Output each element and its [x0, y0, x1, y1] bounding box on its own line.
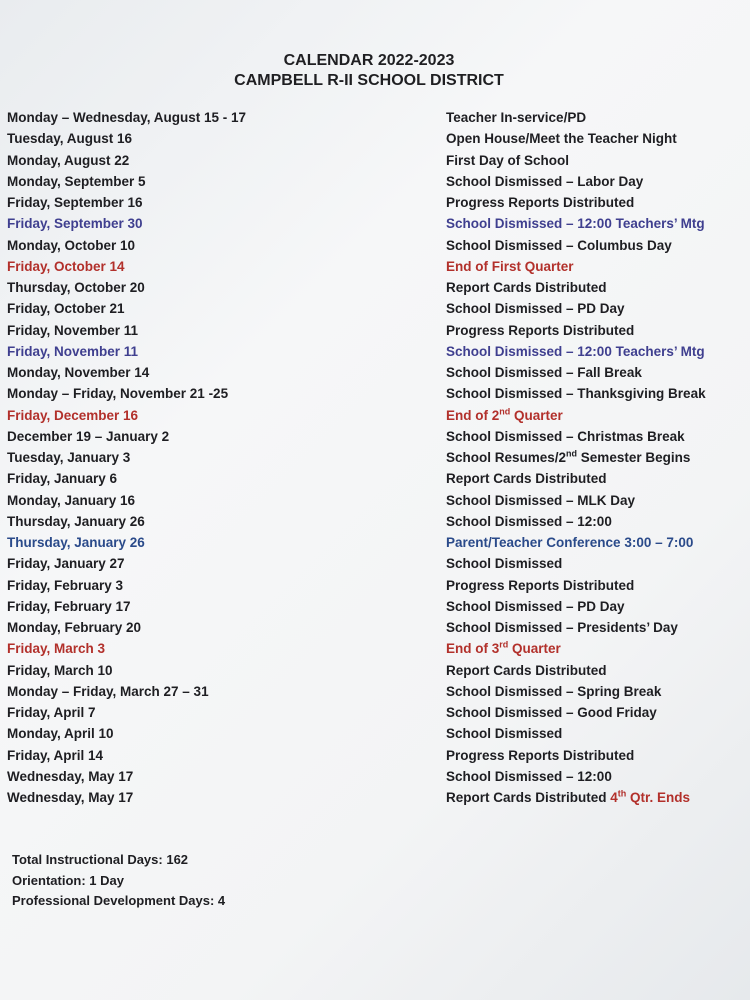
calendar-event: End of First Quarter [446, 258, 574, 274]
calendar-event: Report Cards Distributed [446, 471, 607, 487]
calendar-date: Thursday, January 26 [7, 535, 145, 550]
calendar-row [0, 471, 750, 492]
calendar-row [0, 259, 750, 280]
calendar-row [0, 599, 750, 620]
calendar-event: End of 2nd Quarter [446, 406, 563, 423]
calendar-row [0, 514, 750, 535]
calendar-event: School Dismissed – Labor Day [446, 173, 644, 189]
calendar-date: Monday – Wednesday, August 15 - 17 [7, 110, 247, 125]
calendar-row [0, 174, 750, 195]
calendar-date: Wednesday, May 17 [7, 768, 134, 784]
calendar-row [0, 578, 750, 599]
calendar-event: Report Cards Distributed [446, 662, 607, 678]
calendar-date: Friday, January 6 [7, 471, 118, 487]
calendar-date: Friday, March 3 [7, 641, 106, 657]
calendar-row [0, 769, 750, 790]
calendar-event: School Dismissed – Good Friday [446, 705, 657, 720]
calendar-date: Friday, April 7 [7, 705, 96, 720]
calendar-date: Monday, January 16 [7, 492, 136, 508]
calendar-event: Progress Reports Distributed [446, 195, 635, 210]
quarter-end-note: 4th Qtr. Ends [606, 788, 691, 805]
calendar-event: School Dismissed – PD Day [446, 598, 625, 614]
calendar-event: First Day of School [446, 152, 570, 168]
calendar-date: Monday, September 5 [7, 173, 146, 189]
calendar-date: Thursday, October 20 [7, 280, 145, 295]
calendar-event: School Dismissed – Christmas Break [446, 428, 685, 444]
calendar-event: School Dismissed [446, 726, 563, 742]
calendar-event: Progress Reports Distributed [446, 322, 635, 338]
calendar-date: Friday, September 16 [7, 195, 143, 210]
calendar-date: Monday – Friday, March 27 – 31 [7, 683, 209, 699]
calendar-row [0, 153, 750, 174]
calendar-event: Teacher In-service/PD [446, 110, 587, 125]
calendar-row [0, 620, 750, 641]
calendar-date: Friday, November 11 [7, 322, 139, 338]
calendar-date: Monday, February 20 [7, 620, 142, 635]
calendar-event: School Dismissed [446, 556, 563, 572]
calendar-row [0, 323, 750, 344]
calendar-row [0, 493, 750, 514]
calendar-date: Monday, October 10 [7, 237, 136, 253]
orientation-days: Orientation: 1 Day [12, 873, 124, 888]
calendar-date: Friday, April 14 [7, 747, 104, 763]
calendar-date: Friday, September 30 [7, 216, 143, 232]
total-instructional-days: Total Instructional Days: 162 [12, 852, 189, 867]
calendar-date: Friday, November 11 [7, 343, 139, 359]
calendar-date: Friday, October 14 [7, 258, 125, 274]
calendar-event: School Dismissed – Fall Break [446, 365, 642, 380]
calendar-row [0, 726, 750, 747]
calendar-row [0, 429, 750, 450]
calendar-row [0, 131, 750, 152]
calendar-event: Report Cards Distributed 4th Qtr. Ends [446, 788, 691, 805]
calendar-event: Progress Reports Distributed [446, 577, 635, 593]
calendar-event: School Dismissed – Thanksgiving Break [446, 386, 706, 402]
calendar-date: December 19 – January 2 [7, 428, 170, 444]
calendar-event: Report Cards Distributed [446, 280, 607, 295]
calendar-event: School Dismissed – Columbus Day [446, 237, 672, 253]
calendar-row [0, 790, 750, 811]
calendar-row [0, 705, 750, 726]
calendar-event: School Dismissed – MLK Day [446, 492, 636, 508]
calendar-row [0, 556, 750, 577]
calendar-date: Monday – Friday, November 21 -25 [7, 386, 229, 402]
calendar-event: School Dismissed – Spring Break [446, 683, 662, 699]
calendar-row [0, 301, 750, 322]
calendar-event: Progress Reports Distributed [446, 747, 635, 763]
calendar-date: Friday, January 27 [7, 556, 125, 572]
calendar-date: Thursday, January 26 [7, 513, 145, 529]
calendar-row [0, 195, 750, 216]
calendar-date: Friday, February 17 [7, 598, 131, 614]
calendar-row [0, 408, 750, 429]
calendar-date: Monday, August 22 [7, 152, 130, 168]
calendar-date: Friday, February 3 [7, 577, 124, 593]
calendar-date: Wednesday, May 17 [7, 790, 134, 805]
calendar-title: CALENDAR 2022-2023 [283, 52, 455, 69]
calendar-row [0, 238, 750, 259]
calendar-event: School Resumes/2nd Semester Begins [446, 448, 691, 465]
calendar-date: Tuesday, January 3 [7, 450, 131, 465]
professional-development-days: Professional Development Days: 4 [12, 893, 226, 908]
calendar-row [0, 365, 750, 386]
district-title: CAMPBELL R-II SCHOOL DISTRICT [234, 72, 504, 89]
calendar-row [0, 110, 750, 131]
calendar-date: Monday, November 14 [7, 365, 150, 380]
calendar-row [0, 641, 750, 662]
calendar-row [0, 280, 750, 301]
calendar-event: End of 3rd Quarter [446, 639, 561, 657]
calendar-row [0, 386, 750, 407]
calendar-row [0, 216, 750, 237]
calendar-event: School Dismissed – PD Day [446, 301, 625, 317]
calendar-date: Friday, December 16 [7, 407, 139, 423]
calendar-date: Tuesday, August 16 [7, 131, 133, 147]
calendar-event: School Dismissed – 12:00 [446, 513, 612, 529]
calendar-date: Monday, April 10 [7, 726, 114, 742]
calendar-event: School Dismissed – Presidents’ Day [446, 620, 678, 635]
calendar-row [0, 684, 750, 705]
calendar-row [0, 748, 750, 769]
calendar-event: School Dismissed – 12:00 [446, 768, 612, 784]
calendar-date: Friday, October 21 [7, 301, 125, 317]
calendar-row [0, 663, 750, 684]
calendar-row [0, 535, 750, 556]
calendar-event: Open House/Meet the Teacher Night [446, 131, 677, 147]
calendar-event: School Dismissed – 12:00 Teachers’ Mtg [446, 343, 705, 359]
calendar-row [0, 344, 750, 365]
calendar-event: School Dismissed – 12:00 Teachers’ Mtg [446, 216, 705, 232]
calendar-event: Parent/Teacher Conference 3:00 – 7:00 [446, 535, 694, 550]
calendar-date: Friday, March 10 [7, 662, 113, 678]
calendar-row [0, 450, 750, 471]
